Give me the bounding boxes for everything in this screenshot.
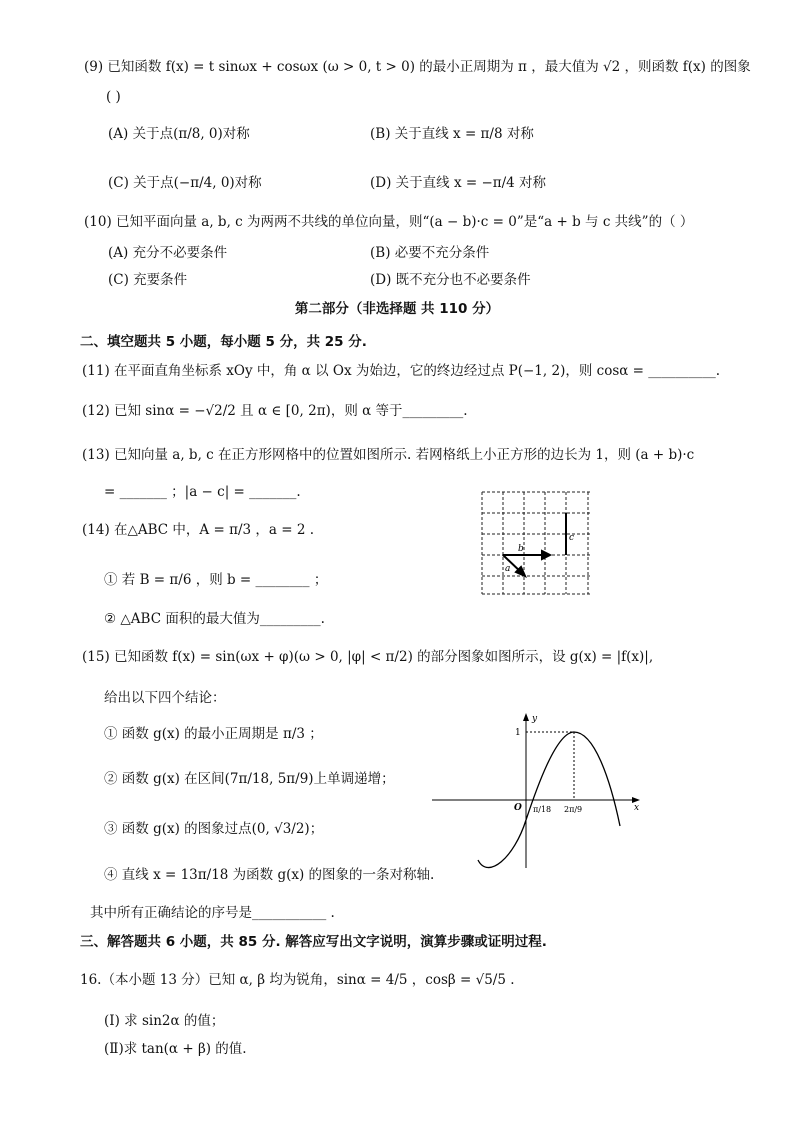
q11: (11) 在平面直角坐标系 xOy 中，角 α 以 Ox 为始边，它的终边经过点 P(−1, 2)，则 cosα = __________.: [82, 363, 721, 379]
q13-stem: (13) 已知向量 a, b, c 在正方形网格中的位置如图所示. 若网格纸上小正方形的边长为 1，则 (a + b)·c: [82, 447, 695, 463]
x-tick-2pi-over-9: 2π/9: [564, 805, 583, 814]
q15-conclusion-1: ① 函数 g(x) 的最小正周期是 π/3 ；: [104, 726, 323, 742]
vector-grid-figure: [478, 488, 596, 596]
q9-option-d: (D) 关于直线 x = −π/4 对称: [370, 175, 547, 191]
x-tick-pi-over-18: π/18: [533, 805, 552, 814]
q16-stem: 16.（本小题 13 分）已知 α, β 均为锐角，sinα = 4/5 ，cosβ = √5/5 .: [80, 972, 515, 988]
q15-conclusion-4: ④ 直线 x = 13π/18 为函数 g(x) 的图象的一条对称轴.: [104, 867, 435, 883]
q14-part1: ① 若 B = π/6 ，则 b = ________ ；: [104, 572, 328, 588]
q9-option-c: (C) 关于点(−π/4, 0)对称: [108, 175, 262, 191]
y-axis-arrowhead: [523, 713, 529, 721]
sine-graph-figure: [428, 708, 644, 872]
origin-label: O: [514, 803, 522, 813]
y-tick-1: 1: [515, 728, 521, 738]
q15-conclusion-2: ② 函数 g(x) 在区间(7π/18, 5π/9)上单调递增；: [104, 771, 395, 787]
section3-heading: 三、解答题共 6 小题，共 85 分. 解答应写出文字说明，演算步骤或证明过程.: [80, 934, 547, 950]
q15-conclusion-3: ③ 函数 g(x) 的图象过点(0, √3/2)；: [104, 821, 324, 837]
q16-part1: (Ⅰ) 求 sin2α 的值；: [104, 1013, 225, 1029]
q15-intro: 给出以下四个结论：: [104, 690, 226, 706]
y-axis-label: y: [532, 714, 538, 724]
q9-option-a: (A) 关于点(π/8, 0)对称: [108, 126, 250, 142]
q10-stem: (10) 已知平面向量 a, b, c 为两两不共线的单位向量，则“(a − b)·c = 0”是“a + b 与 c 共线”的（ ）: [84, 214, 694, 230]
q10-option-a: (A) 充分不必要条件: [108, 245, 228, 261]
q15-stem: (15) 已知函数 f(x) = sin(ωx + φ)(ω > 0, |φ| < π/2) 的部分图象如图所示，设 g(x) = |f(x)|,: [82, 649, 654, 665]
q9-paren: ( ): [106, 89, 121, 105]
vector-c-label: c: [569, 533, 575, 543]
q10-option-b: (B) 必要不充分条件: [370, 245, 490, 261]
x-axis-label: x: [634, 803, 640, 813]
vector-b-arrowhead: [542, 551, 550, 559]
q10-option-c: (C) 充要条件: [108, 272, 188, 288]
q16-part2: (Ⅱ)求 tan(α + β) 的值.: [104, 1041, 247, 1057]
vector-a-label: a: [505, 564, 511, 574]
vector-b-label: b: [518, 544, 524, 554]
q15-answer: 其中所有正确结论的序号是___________ .: [90, 905, 335, 921]
q12: (12) 已知 sinα = −√2/2 且 α ∈ [0, 2π)，则 α 等于_________.: [82, 403, 468, 419]
q9-stem: (9) 已知函数 f(x) = t sinωx + cosωx (ω > 0, t > 0) 的最小正周期为 π ，最大值为 √2 ，则函数 f(x) 的图象: [84, 59, 751, 75]
q9-option-b: (B) 关于直线 x = π/8 对称: [370, 126, 534, 142]
q13-blanks: = _______ ；|a − c| = _______.: [104, 484, 301, 500]
part2-title: 第二部分（非选择题 共 110 分）: [294, 301, 500, 317]
q14-part2: ② △ABC 面积的最大值为_________.: [104, 611, 325, 627]
q14-stem: (14) 在△ABC 中，A = π/3 ，a = 2 .: [82, 522, 314, 538]
q10-option-d: (D) 既不充分也不必要条件: [370, 272, 531, 288]
section2-heading: 二、填空题共 5 小题，每小题 5 分，共 25 分.: [80, 334, 367, 350]
